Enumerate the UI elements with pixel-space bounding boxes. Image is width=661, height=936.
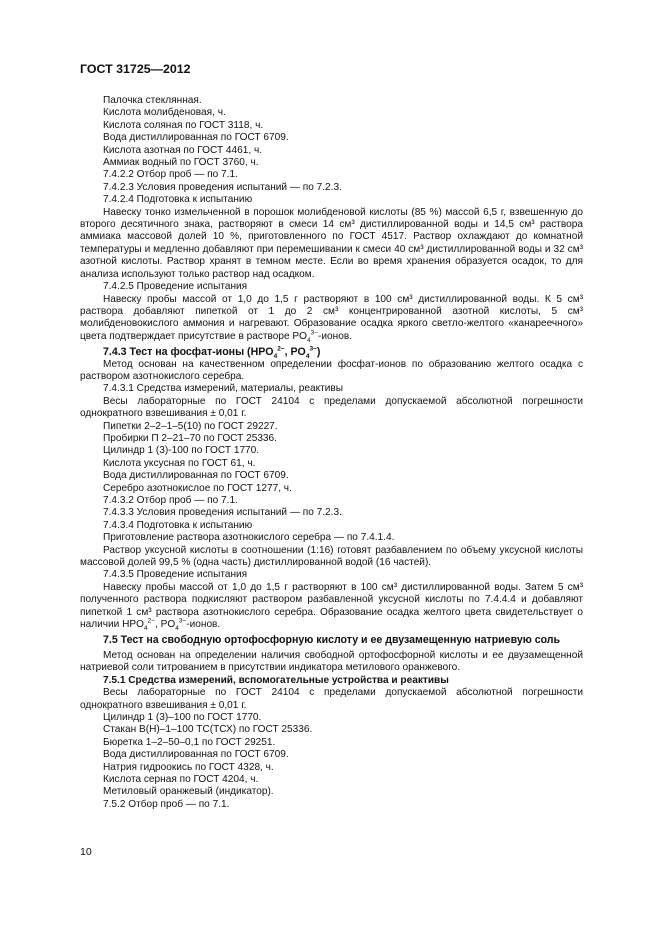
paragraph-text: Навеску пробы массой от 1,0 до 1,5 г растворяют в 100 см³ дистиллированной воды. К 5 см³ раствора добавляют пипеткой от 1 до 2 см³ концентрированной азотной кислоты, 5 см³ молибденовокислого аммония и нагревают. Образование осадка яркого светло-желтого «канареечного» цвета подтверждает присутствие в растворе xyxy=(80,293,583,342)
paragraph-tail: -ионов. xyxy=(186,619,221,631)
section-7-5-title: 7.5 Тест на свободную ортофосфорную кислоту и ее двузамещенную натриевую соль xyxy=(103,634,561,647)
text-line: Стакан В(Н)–1–100 ТС(ТСХ) по ГОСТ 25336. xyxy=(103,724,313,736)
paragraph: Навеску пробы массой от 1,0 до 1,5 г растворяют в 100 см³ дистиллированной воды. К 5 см³ раствора добавляют пипеткой от 1 до 2 см³ концентрированной азотной кислоты, 5 см³ молибденовокислого аммония и нагревают. Образование осадка яркого светло-желтого «канареечного» цвета подтверждает присутствие в растворе $PO_4^{3-}$-ионов. xyxy=(80,293,583,344)
page-number: 10 xyxy=(80,846,92,858)
page-body xyxy=(80,95,583,811)
text-line: Палочка стеклянная. xyxy=(103,95,202,106)
paragraph: Весы лабораторные по ГОСТ 24104 с пределами допускаемой абсолютной погрешности однократного взвешивания ± 0,01 г. xyxy=(80,395,583,420)
text-line: Цилиндр 1 (3)-100 по ГОСТ 1770. xyxy=(103,445,260,457)
text-line: Бюретка 1–2–50–0,1 по ГОСТ 29251. xyxy=(103,736,276,748)
section-7-4-3-title: 7.4.3 Тест на фосфат-ионы ($HPO_4^{2-}$, $PO_4^{3-}$) xyxy=(103,345,321,361)
clause-7-5-2: 7.5.2 Отбор проб — по 7.1. xyxy=(103,798,230,810)
subsection-7-5-1-title: 7.5.1 Средства измерений, вспомогательные устройства и реактивы xyxy=(103,674,449,686)
paragraph: Метод основан на качественном определении фосфат-ионов по образованию желтого осадка с раствором азотнокислого серебра. xyxy=(80,358,583,382)
clause-7-4-2-4: 7.4.2.4 Подготовка к испытанию xyxy=(103,194,253,206)
text-line: Кислота молибденовая, ч. xyxy=(103,107,226,119)
paragraph: Раствор уксусной кислоты в соотношении (1:16) готовят разбавлением по объему уксусной кислоты массовой долей 99,5 % (одна часть) дистиллированной водой (16 частей). xyxy=(80,544,583,569)
clause-7-4-3-1: 7.4.3.1 Средства измерений, материалы, реактивы xyxy=(103,383,344,395)
text-line: Серебро азотнокислое по ГОСТ 1277, ч. xyxy=(103,482,292,494)
text-line: Кислота азотная по ГОСТ 4461, ч. xyxy=(103,144,263,156)
clause-7-4-3-3: 7.4.3.3 Условия проведения испытаний — по 7.2.3. xyxy=(103,507,342,519)
clause-7-4-3-4: 7.4.3.4 Подготовка к испытанию xyxy=(103,519,253,531)
text-line: Пипетки 2–2–1–5(10) по ГОСТ 29227. xyxy=(103,420,278,432)
clause-7-4-2-5: 7.4.2.5 Проведение испытания xyxy=(103,281,248,293)
text-line: Вода дистиллированная по ГОСТ 6709. xyxy=(103,132,289,144)
section-title-text: 7.4.3 Тест на фосфат-ионы ( xyxy=(103,346,251,359)
clause-7-4-3-5: 7.4.3.5 Проведение испытания xyxy=(103,569,248,581)
text-line: Вода дистиллированная по ГОСТ 6709. xyxy=(103,470,289,482)
text-line: Кислота серная по ГОСТ 4204, ч. xyxy=(103,773,259,785)
paragraph-tail: -ионов. xyxy=(318,330,353,342)
text-line: Метиловый оранжевый (индикатор). xyxy=(103,786,274,798)
text-line: Вода дистиллированная по ГОСТ 6709. xyxy=(103,749,289,761)
clause-7-4-2-3: 7.4.2.3 Условия проведения испытаний — по 7.2.3. xyxy=(103,181,342,193)
paragraph: Навеску пробы массой от 1,0 до 1,5 г растворяют в 100 см³ дистиллированной воды. Затем 5 см³ полученного раствора подкисляют раствором разбавленной уксусной кислоты по 7.4.4.4 и добавляют пипеткой 1 см³ раствора азотнокислого серебра. Образование осадка желтого цвета свидетельствует о наличии $HPO_4^{2-}$, $PO_4^{3-}$-ионов. xyxy=(80,581,583,633)
text-line: Приготовление раствора азотнокислого серебра — по 7.4.1.4. xyxy=(103,532,395,544)
document-header: ГОСТ 31725—2012 xyxy=(80,62,191,76)
text-line: Пробирки П 2–21–70 по ГОСТ 25336. xyxy=(103,432,277,444)
clause-7-4-2-2: 7.4.2.2 Отбор проб — по 7.1. xyxy=(103,169,238,181)
text-line: Кислота уксусная по ГОСТ 61, ч. xyxy=(103,457,256,469)
paragraph: Навеску тонко измельченной в порошок молибденовой кислоты (85 %) массой 6,5 г, взвешенную до второго десятичного знака, растворяют в смеси 14 см³ дистиллированной воды и 14,5 см³ раствора аммиака массовой долей 10 %, приготовленного по ГОСТ 4517. Раствор охлаждают до комнатной температуры и медленно добавляют при перемешивании к смеси 40 см³ дистиллированной воды и 32 см³ азотной кислоты. Раствор хранят в темном месте. Если во время хранения образуется осадок, то для анализа используют только раствор над осадком. xyxy=(80,206,583,280)
text-line: Кислота соляная по ГОСТ 3118, ч. xyxy=(103,119,264,131)
paragraph: Весы лабораторные по ГОСТ 24104 с пределами допускаемой абсолютной погрешности однократного взвешивания ± 0,01 г. xyxy=(80,687,583,711)
text-line: Натрия гидроокись по ГОСТ 4328, ч. xyxy=(103,761,274,773)
clause-7-4-3-2: 7.4.3.2 Отбор проб — по 7.1. xyxy=(103,495,238,506)
text-line: Аммиак водный по ГОСТ 3760, ч. xyxy=(103,157,259,169)
paragraph-text: Навеску пробы массой от 1,0 до 1,5 г растворяют в 100 см³ дистиллированной воды. Затем 5 см³ полученного раствора подкисляют раствором разбавленной уксусной кислоты по 7.4.4.4 и добавляют пипеткой 1 см³ раствора азотнокислого серебра. Образование осадка желтого цвета свидетельствует о наличии xyxy=(80,581,583,631)
text-line: Цилиндр 1 (3)–100 по ГОСТ 1770. xyxy=(103,711,262,723)
paragraph: Метод основан на определении наличия свободной ортофосфорной кислоты и ее двузамещенной натриевой соли титрованием в присутствии индикатора метилового оранжевого. xyxy=(80,649,583,674)
